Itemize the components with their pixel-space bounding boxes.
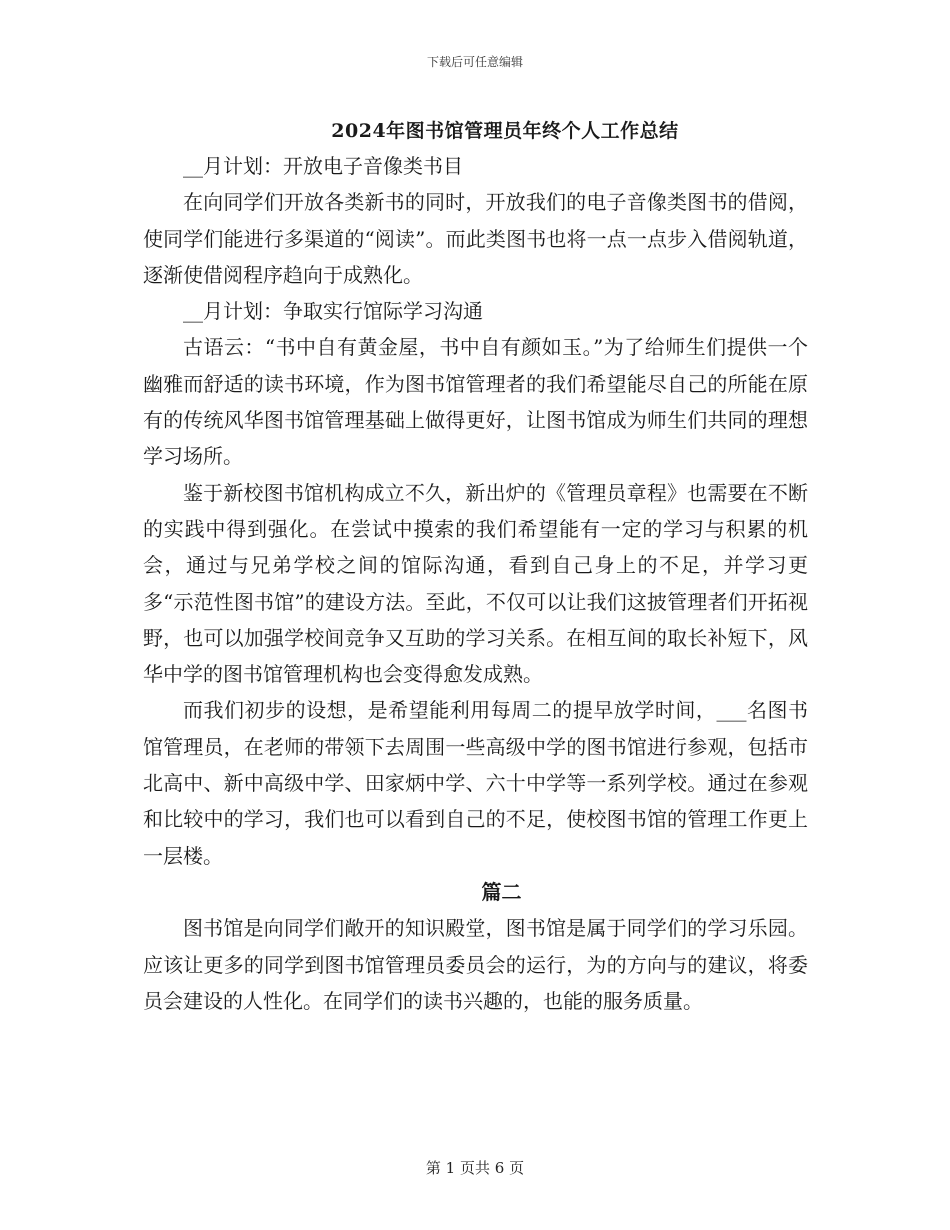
paragraph: __月计划：开放电子音像类书目 [183, 154, 463, 178]
paragraph: 古语云：“书中自有黄金屋，书中自有颜如玉。”为了给师生们提供一个幽雅而舒适的读书环境，作为图书馆管理者的我们希望能尽自己的所能在原有的传统风华图书馆管理基础上做得更好，让图书馆成为师生们共同的理想学习场所。 [143, 335, 808, 469]
section-heading: 篇二 [481, 879, 522, 904]
paragraph: 在向同学们开放各类新书的同时，开放我们的电子音像类图书的借阅，使同学们能进行多渠道的“阅读”。而此类图书也将一点一点步入借阅轨道，逐渐使借阅程序趋向于成熟化。 [143, 190, 808, 287]
paragraph: 图书馆是向同学们敞开的知识殿堂，图书馆是属于同学们的学习乐园。应该让更多的同学到图书馆管理员委员会的运行，为的方向与的建议，将委员会建设的人性化。在同学们的读书兴趣的，也能的服务质量。 [143, 916, 808, 1013]
document-body [143, 148, 808, 1019]
page-footer: 第 1 页共 6 页 [425, 1159, 525, 1177]
header-note: 下载后可任意编辑 [426, 55, 523, 69]
paragraph: 而我们初步的设想，是希望能利用每周二的提早放学时间，___名图书馆管理员，在老师的带领下去周围一些高级中学的图书馆进行参观，包括市北高中、新中高级中学、田家炳中学、六十中学等一系列学校。通过在参观和比较中的学习，我们也可以看到自己的不足，使校图书馆的管理工作更上一层楼。 [143, 698, 808, 868]
paragraph: 鉴于新校图书馆机构成立不久，新出炉的《管理员章程》也需要在不断的实践中得到强化。在尝试中摸索的我们希望能有一定的学习与积累的机会，通过与兄弟学校之间的馆际沟通，看到自己身上的不足，并学习更多“示范性图书馆”的建设方法。至此，不仅可以让我们这披管理者们开拓视野，也可以加强学校间竞争又互助的学习关系。在相互间的取长补短下，风华中学的图书馆管理机构也会变得愈发成熟。 [143, 480, 808, 687]
document-title: 2024年图书馆管理员年终个人工作总结 [331, 120, 679, 142]
paragraph: __月计划：争取实行馆际学习沟通 [183, 299, 483, 324]
